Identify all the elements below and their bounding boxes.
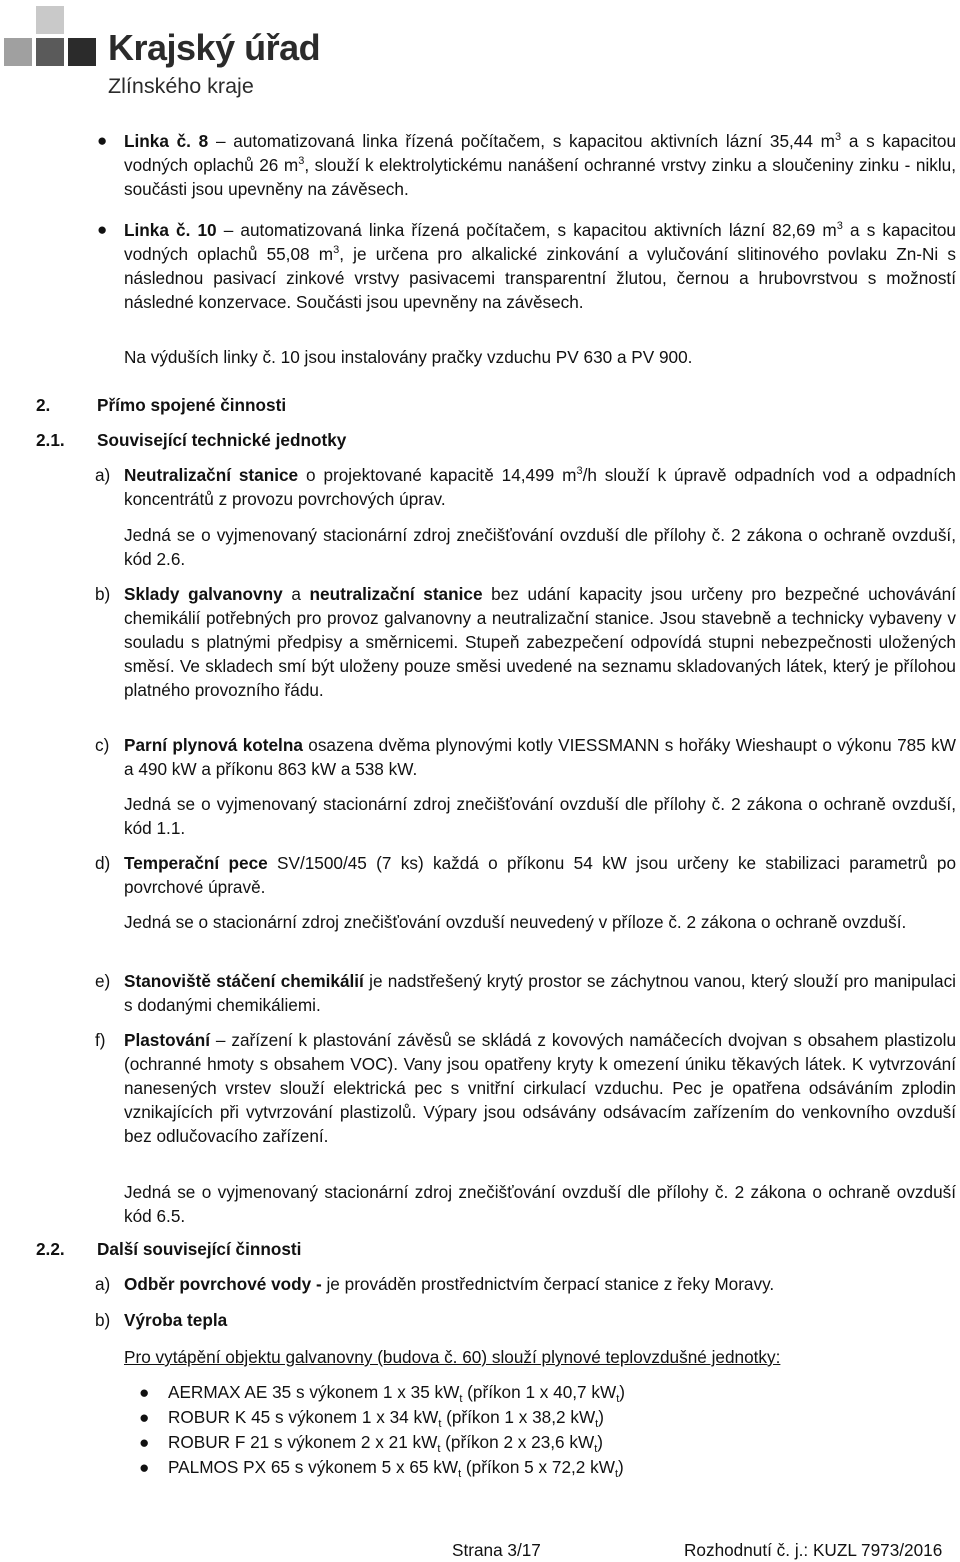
- subscript: t: [594, 1443, 598, 1455]
- logo-title: Krajský úřad: [108, 27, 321, 68]
- list-item: [168, 1405, 604, 1429]
- superscript: 3: [834, 131, 842, 143]
- krajsky-urad-logo: [0, 0, 330, 110]
- other-b-paragraph: [124, 1308, 956, 1332]
- bullet-icon: ●: [139, 1432, 150, 1452]
- line-10-text: a s kapacitou vodných oplachů 55,08 m: [124, 220, 956, 264]
- unit-c-text: osazena dvěma plynovými kotly VIESSMANN s hořáky Wieshaupt o výkonu 785 kW a 490 kW a příkonu 863 kW a 538 kW.: [124, 735, 956, 779]
- unit-d-title: Temperační pece: [124, 853, 268, 873]
- bullet-icon: ●: [139, 1407, 150, 1427]
- bullet-icon: ●: [97, 131, 108, 150]
- list-item-text: ROBUR K 45 s výkonem 1 x 34 kW: [168, 1407, 439, 1427]
- section-number: 2.2.: [36, 1239, 65, 1259]
- subscript: t: [437, 1443, 441, 1455]
- other-b-title: Výroba tepla: [124, 1310, 228, 1330]
- line-8-title: Linka č. 8: [124, 131, 209, 151]
- line-8-text: – automatizovaná linka řízená počítačem, s kapacitou aktivních lázní 35,44 m: [215, 131, 835, 151]
- logo-square-black: [68, 38, 96, 66]
- bullet-icon: ●: [97, 220, 108, 239]
- list-item-text: PALMOS PX 65 s výkonem 5 x 65 kW: [168, 1457, 459, 1477]
- unit-e-text: je nadstřešený krytý prostor se záchytnou vanou, který slouží pro manipulaci s dodanými chemikáliemi.: [124, 971, 956, 1015]
- line-10-note: Na výduších linky č. 10 jsou instalovány pračky vzduchu PV 630 a PV 900.: [124, 347, 693, 367]
- list-label: a): [95, 465, 111, 485]
- unit-a-title: Neutralizační stanice: [124, 465, 299, 485]
- unit-e-title: Stanoviště stáčení chemikálií: [124, 971, 364, 991]
- line-10-text: , je určena pro alkalické zinkování a vylučování slitinového povlaku Zn-Ni s následnou pasivací zinkové vrstvy pasivacemi transparentní žlutou, černou a hrubovrstvou s možností následné konzervace. Součásti jsou upevněny na závěsech.: [124, 244, 956, 312]
- section-title: Další související činnosti: [97, 1239, 302, 1259]
- list-item-text: (příkon 1 x 38,2 kW: [441, 1407, 596, 1427]
- subscript: t: [458, 1468, 462, 1480]
- unit-d-paragraph: [124, 851, 956, 899]
- page-number: Strana 3/17: [452, 1540, 541, 1560]
- superscript: 3: [333, 244, 340, 256]
- line-10-text: – automatizovaná linka řízená počítačem, s kapacitou aktivních lázní 82,69 m: [223, 220, 837, 240]
- list-item-text: ): [598, 1407, 604, 1427]
- list-item-text: AERMAX AE 35 s výkonem 1 x 35 kW: [168, 1382, 460, 1402]
- unit-b-title: neutralizační stanice: [309, 584, 483, 604]
- line-8-paragraph: [124, 129, 956, 201]
- list-label: a): [95, 1274, 111, 1294]
- list-item-text: (příkon 1 x 40,7 kW: [462, 1382, 617, 1402]
- list-label: f): [95, 1030, 106, 1050]
- subscript: t: [438, 1418, 442, 1430]
- subscript: t: [616, 1393, 620, 1405]
- list-item: [168, 1380, 625, 1404]
- logo-square-mid: [4, 38, 32, 66]
- bullet-icon: ●: [139, 1382, 150, 1402]
- list-label: b): [95, 1310, 111, 1330]
- list-item-text: ): [597, 1432, 603, 1452]
- unit-b-text: bez udání kapacity jsou určeny pro bezpečné uchovávání chemikálií potřebných pro provoz galvanovny a neutralizační stanice. Jsou stavebně a technicky vybaveny v souladu s platnými předpisy a směrnicemi. Stupeň zabezpečení odpovídá stupni nebezpečnosti uložených směsí. Ve skladech smí být uloženy pouze směsi uvedené na seznamu skladovaných látek, který je přílohou platného provozního řádu.: [124, 584, 957, 700]
- line-8-text: , slouží k elektrolytickému nanášení ochranné vrstvy zinku a sloučeniny zinku - niklu, součásti jsou upevněny na závěsech.: [124, 155, 957, 199]
- superscript: 3: [576, 465, 583, 477]
- list-label: e): [95, 971, 111, 991]
- list-item-text: ROBUR F 21 s výkonem 2 x 21 kW: [168, 1432, 438, 1452]
- list-item-text: ): [619, 1382, 625, 1402]
- other-a-text: je prováděn prostřednictvím čerpací stanice z řeky Moravy.: [321, 1274, 775, 1294]
- logo-subtitle: Zlínského kraje: [108, 74, 254, 98]
- list-item-text: ): [618, 1457, 624, 1477]
- section-title: Související technické jednotky: [97, 430, 347, 450]
- unit-f-text: – zařízení k plastování závěsů se skládá z kovových namáčecích dvojvan s obsahem plastizolu (ochranné hmoty s obsahem VOC). Vany jsou opatřeny kryty k omezení úniku těkavých látek. K vytvrzování nanesených vrstev slouží elektrická pec s vnitřní cirkulací vzduchu. Pec je opatřena odsáváním zplodin vznikajících při vytvrzování plastizolů. Výpary jsou odsávány odsávacím zařízením do venkovního ovzduší bez odlučovacího zařízení.: [124, 1030, 956, 1146]
- subscript: t: [459, 1393, 463, 1405]
- unit-b-title: Sklady galvanovny: [124, 584, 283, 604]
- unit-a-paragraph: [124, 463, 956, 511]
- list-label: d): [95, 853, 111, 873]
- subscript: t: [595, 1418, 599, 1430]
- unit-e-paragraph: [124, 969, 956, 1017]
- unit-a-note: Jedná se o vyjmenovaný stacionární zdroj znečišťování ovzduší dle přílohy č. 2 zákona o ochraně ovzduší, kód 2.6.: [124, 525, 956, 569]
- list-item-text: (příkon 5 x 72,2 kW: [461, 1457, 615, 1477]
- logo-square-dark: [36, 38, 64, 66]
- unit-d-note: Jedná se o stacionární zdroj znečišťování ovzduší neuvedený v příloze č. 2 zákona o ochraně ovzduší.: [124, 912, 907, 932]
- line-10-paragraph: [124, 218, 956, 314]
- unit-f-paragraph: [124, 1028, 956, 1148]
- section-number: 2.1.: [36, 430, 65, 450]
- line-8-text: a s kapacitou vodných oplachů 26 m: [124, 131, 956, 175]
- line-10-title: Linka č. 10: [124, 220, 217, 240]
- list-label: b): [95, 584, 111, 604]
- document-reference: Rozhodnutí č. j.: KUZL 7973/2016: [684, 1540, 943, 1560]
- section-number: 2.: [36, 395, 51, 415]
- heating-intro: Pro vytápění objektu galvanovny (budova č. 60) slouží plynové teplovzdušné jednotky:: [124, 1347, 781, 1367]
- list-label: c): [95, 735, 110, 755]
- subscript: t: [614, 1468, 618, 1480]
- list-item: [168, 1430, 603, 1454]
- other-a-paragraph: [124, 1272, 956, 1296]
- unit-c-paragraph: [124, 733, 956, 781]
- superscript: 3: [836, 220, 843, 232]
- unit-b-text: a: [282, 584, 310, 604]
- unit-c-title: Parní plynová kotelna: [124, 735, 303, 755]
- logo-square-light: [36, 6, 64, 34]
- bullet-icon: ●: [139, 1457, 150, 1477]
- section-title: Přímo spojené činnosti: [97, 395, 287, 415]
- unit-d-text: SV/1500/45 (7 ks) každá o příkonu 54 kW jsou určeny ke stabilizaci parametrů po povrchové úpravě.: [124, 853, 957, 897]
- unit-b-paragraph: [124, 582, 956, 702]
- superscript: 3: [298, 155, 305, 167]
- other-a-title: Odběr povrchové vody -: [124, 1274, 322, 1294]
- unit-c-note: Jedná se o vyjmenovaný stacionární zdroj znečišťování ovzduší dle přílohy č. 2 zákona o ochraně ovzduší, kód 1.1.: [124, 794, 956, 838]
- list-item-text: (příkon 2 x 23,6 kW: [440, 1432, 595, 1452]
- unit-a-text: /h slouží k úpravě odpadních vod a odpadních koncentrátů z provozu povrchových úprav.: [124, 465, 956, 509]
- list-item: [168, 1455, 624, 1479]
- unit-a-text: o projektované kapacitě 14,499 m: [298, 465, 577, 485]
- unit-f-title: Plastování: [124, 1030, 210, 1050]
- unit-f-note: Jedná se o vyjmenovaný stacionární zdroj znečišťování ovzduší dle přílohy č. 2 zákona o ochraně ovzduší kód 6.5.: [124, 1182, 956, 1226]
